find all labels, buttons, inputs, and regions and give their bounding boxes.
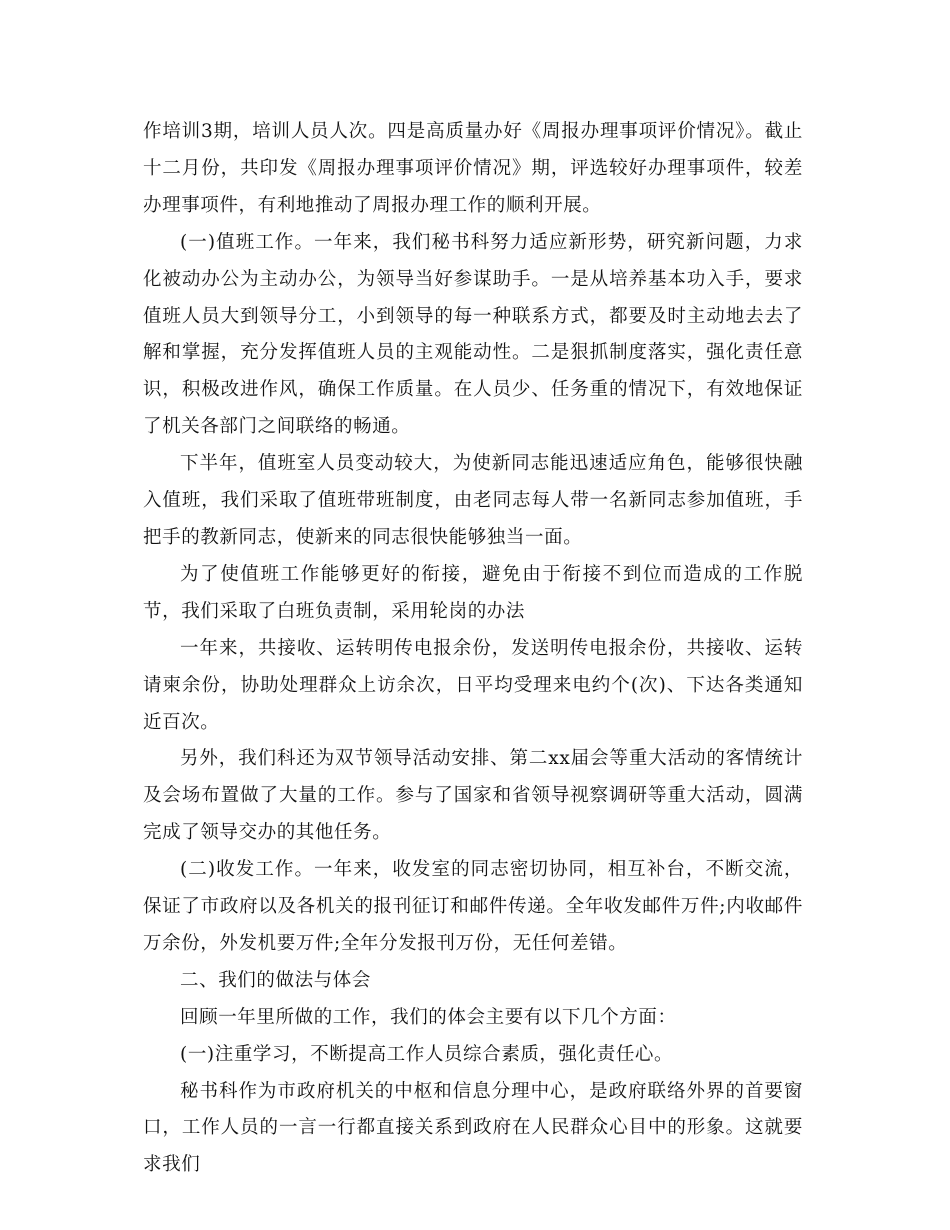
paragraph-3: 下半年，值班室人员变动较大，为使新同志能迅速适应角色，能够很快融入值班，我们采取了值班带班制度，由老同志每人带一名新同志参加值班，手把手的教新同志，使新来的同志很快能够独当一面。 bbox=[143, 453, 803, 548]
paragraph-2: (一)值班工作。一年来，我们秘书科努力适应新形势，研究新问题，力求化被动办公为主动办公，为领导当好参谋助手。一是从培养基本功入手，要求值班人员大到领导分工，小到领导的每一种联系方式，都要及时主动地去去了解和掌握，充分发挥值班人员的主观能动性。二是狠抓制度落实，强化责任意识，积极改进作风，确保工作质量。在人员少、任务重的情况下，有效地保证了机关各部门之间联络的畅通。 bbox=[143, 231, 803, 438]
paragraph-1: 作培训3期，培训人员人次。四是高质量办好《周报办理事项评价情况》。截止十二月份，共印发《周报办理事项评价情况》期，评选较好办理事项件，较差办理事项件，有利地推动了周报办理工作的顺利开展。 bbox=[143, 121, 803, 216]
paragraph-7: (二)收发工作。一年来，收发室的同志密切协同，相互补台，不断交流，保证了市政府以及各机关的报刊征订和邮件传递。全年收发邮件万件;内收邮件万余份，外发机要万件;全年分发报刊万份，无任何差错。 bbox=[143, 859, 803, 954]
document-body bbox=[143, 114, 803, 1184]
subsection-heading: (一)注重学习，不断提高工作人员综合素质，强化责任心。 bbox=[180, 1043, 674, 1065]
section-heading: 二、我们的做法与体会 bbox=[180, 969, 372, 991]
paragraph-9: 回顾一年里所做的工作，我们的体会主要有以下几个方面： bbox=[180, 1006, 677, 1028]
paragraph-6: 另外，我们科还为双节领导活动安排、第二xx届会等重大活动的客情统计及会场布置做了大量的工作。参与了国家和省领导视察调研等重大活动，圆满完成了领导交办的其他任务。 bbox=[143, 748, 803, 844]
paragraph-11: 秘书科作为市政府机关的中枢和信息分理中心，是政府联络外界的首要窗口，工作人员的一言一行都直接关系到政府在人民群众心目中的形象。这就要求我们 bbox=[143, 1080, 803, 1176]
paragraph-5: 一年来，共接收、运转明传电报余份，发送明传电报余份，共接收、运转请柬余份，协助处理群众上访余次，日平均受理来电约个(次)、下达各类通知近百次。 bbox=[143, 637, 803, 733]
paragraph-4: 为了使值班工作能够更好的衔接，避免由于衔接不到位而造成的工作脱节，我们采取了白班负责制，采用轮岗的办法 bbox=[143, 563, 803, 622]
